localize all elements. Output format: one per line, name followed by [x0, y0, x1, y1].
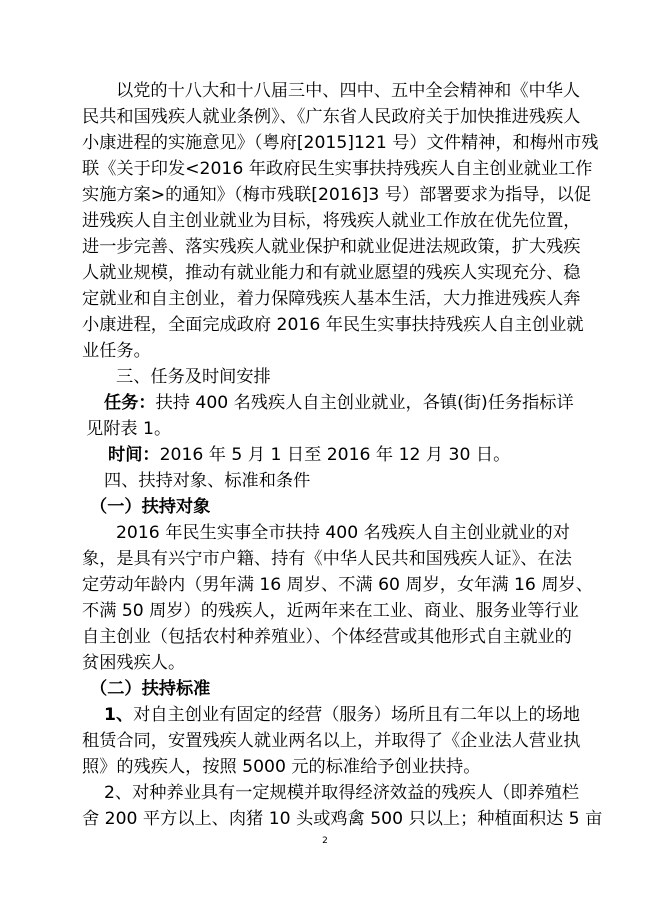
subsection-heading: （一）扶持对象	[90, 497, 211, 517]
text-line: 进残疾人自主创业就业为目标，将残疾人就业工作放在优先位置，	[82, 211, 581, 231]
section-heading: 三、任务及时间安排	[116, 367, 271, 387]
subsection-heading: （二）扶持标准	[90, 679, 211, 699]
text-line: 联《关于印发<2016 年政府民生实事扶持残疾人自主创业就业工作	[82, 159, 593, 179]
text-line: 见附表 1。	[86, 419, 172, 439]
text-line: 进一步完善、落实残疾人就业保护和就业促进法规政策，扩大残疾	[82, 237, 581, 257]
text-line: 人就业规模，推动有就业能力和有就业愿望的残疾人实现充分、稳	[82, 263, 581, 283]
time-label: 时间：	[108, 445, 160, 465]
section-heading: 四、扶持对象、标准和条件	[104, 471, 311, 491]
text-line: 舍 200 平方以上、肉猪 10 头或鸡禽 500 只以上；种植面积达 5 亩	[82, 809, 603, 829]
task-text: 扶持 400 名残疾人自主创业就业，各镇(街)任务指标详	[155, 393, 574, 413]
text-line: 象，是具有兴宁市户籍、持有《中华人民共和国残疾人证》、在法	[82, 549, 572, 569]
time-text: 2016 年 5 月 1 日至 2016 年 12 月 30 日。	[159, 445, 511, 465]
text-line: 民共和国残疾人就业条例》、《广东省人民政府关于加快推进残疾人	[82, 107, 581, 127]
text-line: 照》的残疾人，按照 5000 元的标准给予创业扶持。	[82, 757, 481, 777]
text-line: 实施方案>的通知》（梅市残联[2016]3 号）部署要求为指导，以促	[82, 185, 592, 205]
text-line: 2、对种养业具有一定规模并取得经济效益的残疾人（即养殖栏	[104, 783, 580, 803]
text-line: 小康进程的实施意见》（粤府[2015]121 号）文件精神，和梅州市残	[82, 133, 599, 153]
text-line: 租赁合同，安置残疾人就业两名以上，并取得了《企业法人营业执	[82, 731, 581, 751]
text-line: 自主创业（包括农村种养殖业）、个体经营或其他形式自主就业的	[82, 627, 572, 647]
text-line: 以党的十八大和十八届三中、四中、五中全会精神和《中华人	[116, 81, 581, 101]
item-number: 1、	[104, 705, 134, 725]
text-line: 贫困残疾人。	[82, 653, 186, 673]
page-number: 2	[322, 836, 328, 846]
item-text: 对自主创业有固定的经营（服务）场所且有二年以上的场地	[133, 705, 581, 725]
text-line: 2016 年民生实事全市扶持 400 名残疾人自主创业就业的对	[116, 523, 570, 543]
text-line: 定劳动年龄内（男年满 16 周岁、不满 60 周岁，女年满 16 周岁、	[82, 575, 593, 595]
task-line	[104, 390, 574, 416]
text-line: 业任务。	[82, 341, 151, 361]
text-line: 定就业和自主创业，着力保障残疾人基本生活，大力推进残疾人奔	[82, 289, 581, 309]
text-line: 小康进程，全面完成政府 2016 年民生实事扶持残疾人自主创业就	[82, 315, 584, 335]
task-label: 任务：	[104, 393, 156, 413]
text-line: 不满 50 周岁）的残疾人，近两年来在工业、商业、服务业等行业	[82, 601, 579, 621]
item-line	[104, 702, 581, 728]
time-line	[108, 442, 510, 468]
